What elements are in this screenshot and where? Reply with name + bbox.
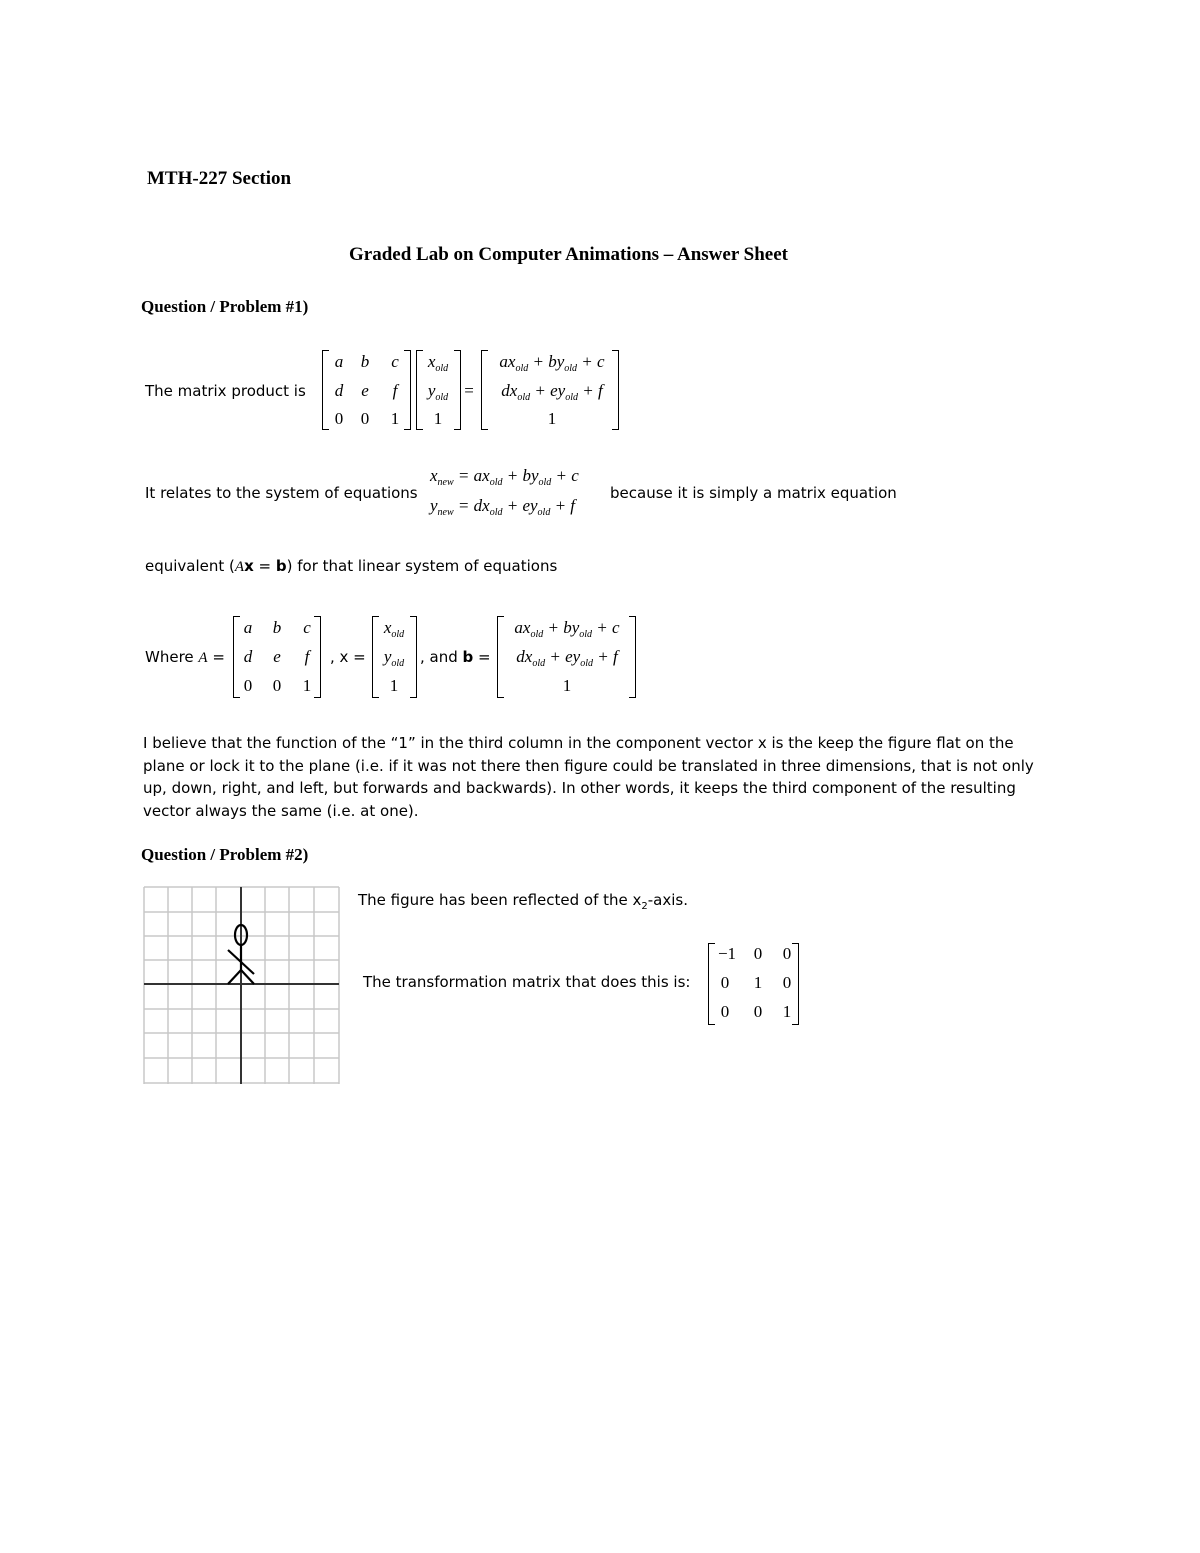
matrix-entry: 0	[243, 676, 253, 695]
matrix-entry: c	[391, 352, 399, 371]
matrix-entry: 0	[272, 676, 282, 695]
explanation-paragraph: I believe that the function of the “1” in the third column in the component vector x is the keep the figure flat on the plane or lock it to the plane (i.e. if it was not there then figure could be translated in three dimensions, that is not only up, down, right, and left, but forwards and backwards). In other words, it keeps the third component of the resulting vector always the same (i.e. at one).	[143, 734, 1034, 820]
matrix-entry: 0	[334, 409, 344, 428]
matrix-entry: −1	[717, 944, 737, 963]
vector-entry-x-old: $x_{old}$	[427, 352, 449, 374]
matrix-entry: 0	[753, 1002, 763, 1021]
question-1-heading: Question / Problem #1)	[141, 297, 309, 316]
right-bracket	[404, 350, 411, 430]
question-2-heading: Question / Problem #2)	[141, 845, 309, 864]
matrix-entry: 0	[360, 409, 370, 428]
vector-entry-y-old: $y_{old}$	[427, 381, 449, 403]
matrix-entry: f	[304, 647, 310, 666]
result-row-2: $dx_{old} + ey_{old} + f$	[501, 381, 603, 403]
system-equation-1: $x_{new} = ax_{old} + by_{old} + c$	[430, 466, 579, 488]
system-because: because it is simply a matrix equation	[610, 484, 897, 502]
matrix-entry: b	[360, 352, 370, 371]
right-bracket	[454, 350, 461, 430]
result-row-1: $ax_{old} + by_{old} + c$	[499, 352, 605, 374]
vector-entry: 1	[433, 409, 443, 428]
matrix-entry: 1	[753, 973, 763, 992]
equivalent-statement: equivalent (Ax = b) for that linear system of equations	[145, 557, 558, 575]
right-bracket	[314, 616, 321, 698]
right-bracket	[410, 616, 417, 698]
matrix-product-intro: The matrix product is	[145, 382, 306, 400]
matrix-entry: e	[361, 381, 369, 400]
result-row-3: 1	[547, 409, 557, 428]
reflection-grid-figure	[143, 886, 341, 1085]
where-label: Where A =	[145, 648, 225, 666]
b-row-1: $ax_{old} + by_{old} + c$	[514, 618, 620, 640]
matrix-entry: 1	[302, 676, 312, 695]
equals-sign: =	[464, 381, 474, 400]
matrix-entry: 0	[720, 973, 730, 992]
vector-entry-x-old: $x_{old}$	[383, 618, 405, 640]
right-bracket	[612, 350, 619, 430]
vector-entry: 1	[389, 676, 399, 695]
matrix-entry: 1	[782, 1002, 792, 1021]
matrix-entry: a	[243, 618, 253, 637]
matrix-entry: c	[303, 618, 311, 637]
course-section-heading: MTH-227 Section	[147, 168, 292, 189]
and-b-label: , and b =	[420, 648, 491, 666]
matrix-entry: 0	[753, 944, 763, 963]
reflection-statement: The figure has been reflected of the $x_2$-axis.	[358, 891, 688, 912]
matrix-entry: d	[334, 381, 344, 400]
matrix-entry: 0	[782, 944, 792, 963]
matrix-entry: f	[392, 381, 398, 400]
matrix-entry: b	[272, 618, 282, 637]
right-bracket	[629, 616, 636, 698]
matrix-entry: e	[273, 647, 281, 666]
matrix-entry: a	[334, 352, 344, 371]
system-equation-2: $y_{new} = dx_{old} + ey_{old} + f$	[430, 496, 576, 518]
comma-x-label: , x =	[330, 648, 366, 666]
b-row-2: $dx_{old} + ey_{old} + f$	[516, 647, 618, 669]
matrix-entry: 0	[782, 973, 792, 992]
transform-intro: The transformation matrix that does this is:	[363, 973, 691, 991]
matrix-entry: 0	[720, 1002, 730, 1021]
vector-entry-y-old: $y_{old}$	[383, 647, 405, 669]
matrix-entry: 1	[390, 409, 400, 428]
b-row-3: 1	[562, 676, 572, 695]
right-bracket	[792, 943, 799, 1025]
document-title: Graded Lab on Computer Animations – Answer Sheet	[349, 244, 788, 265]
system-intro: It relates to the system of equations	[145, 484, 418, 502]
matrix-entry: d	[243, 647, 253, 666]
